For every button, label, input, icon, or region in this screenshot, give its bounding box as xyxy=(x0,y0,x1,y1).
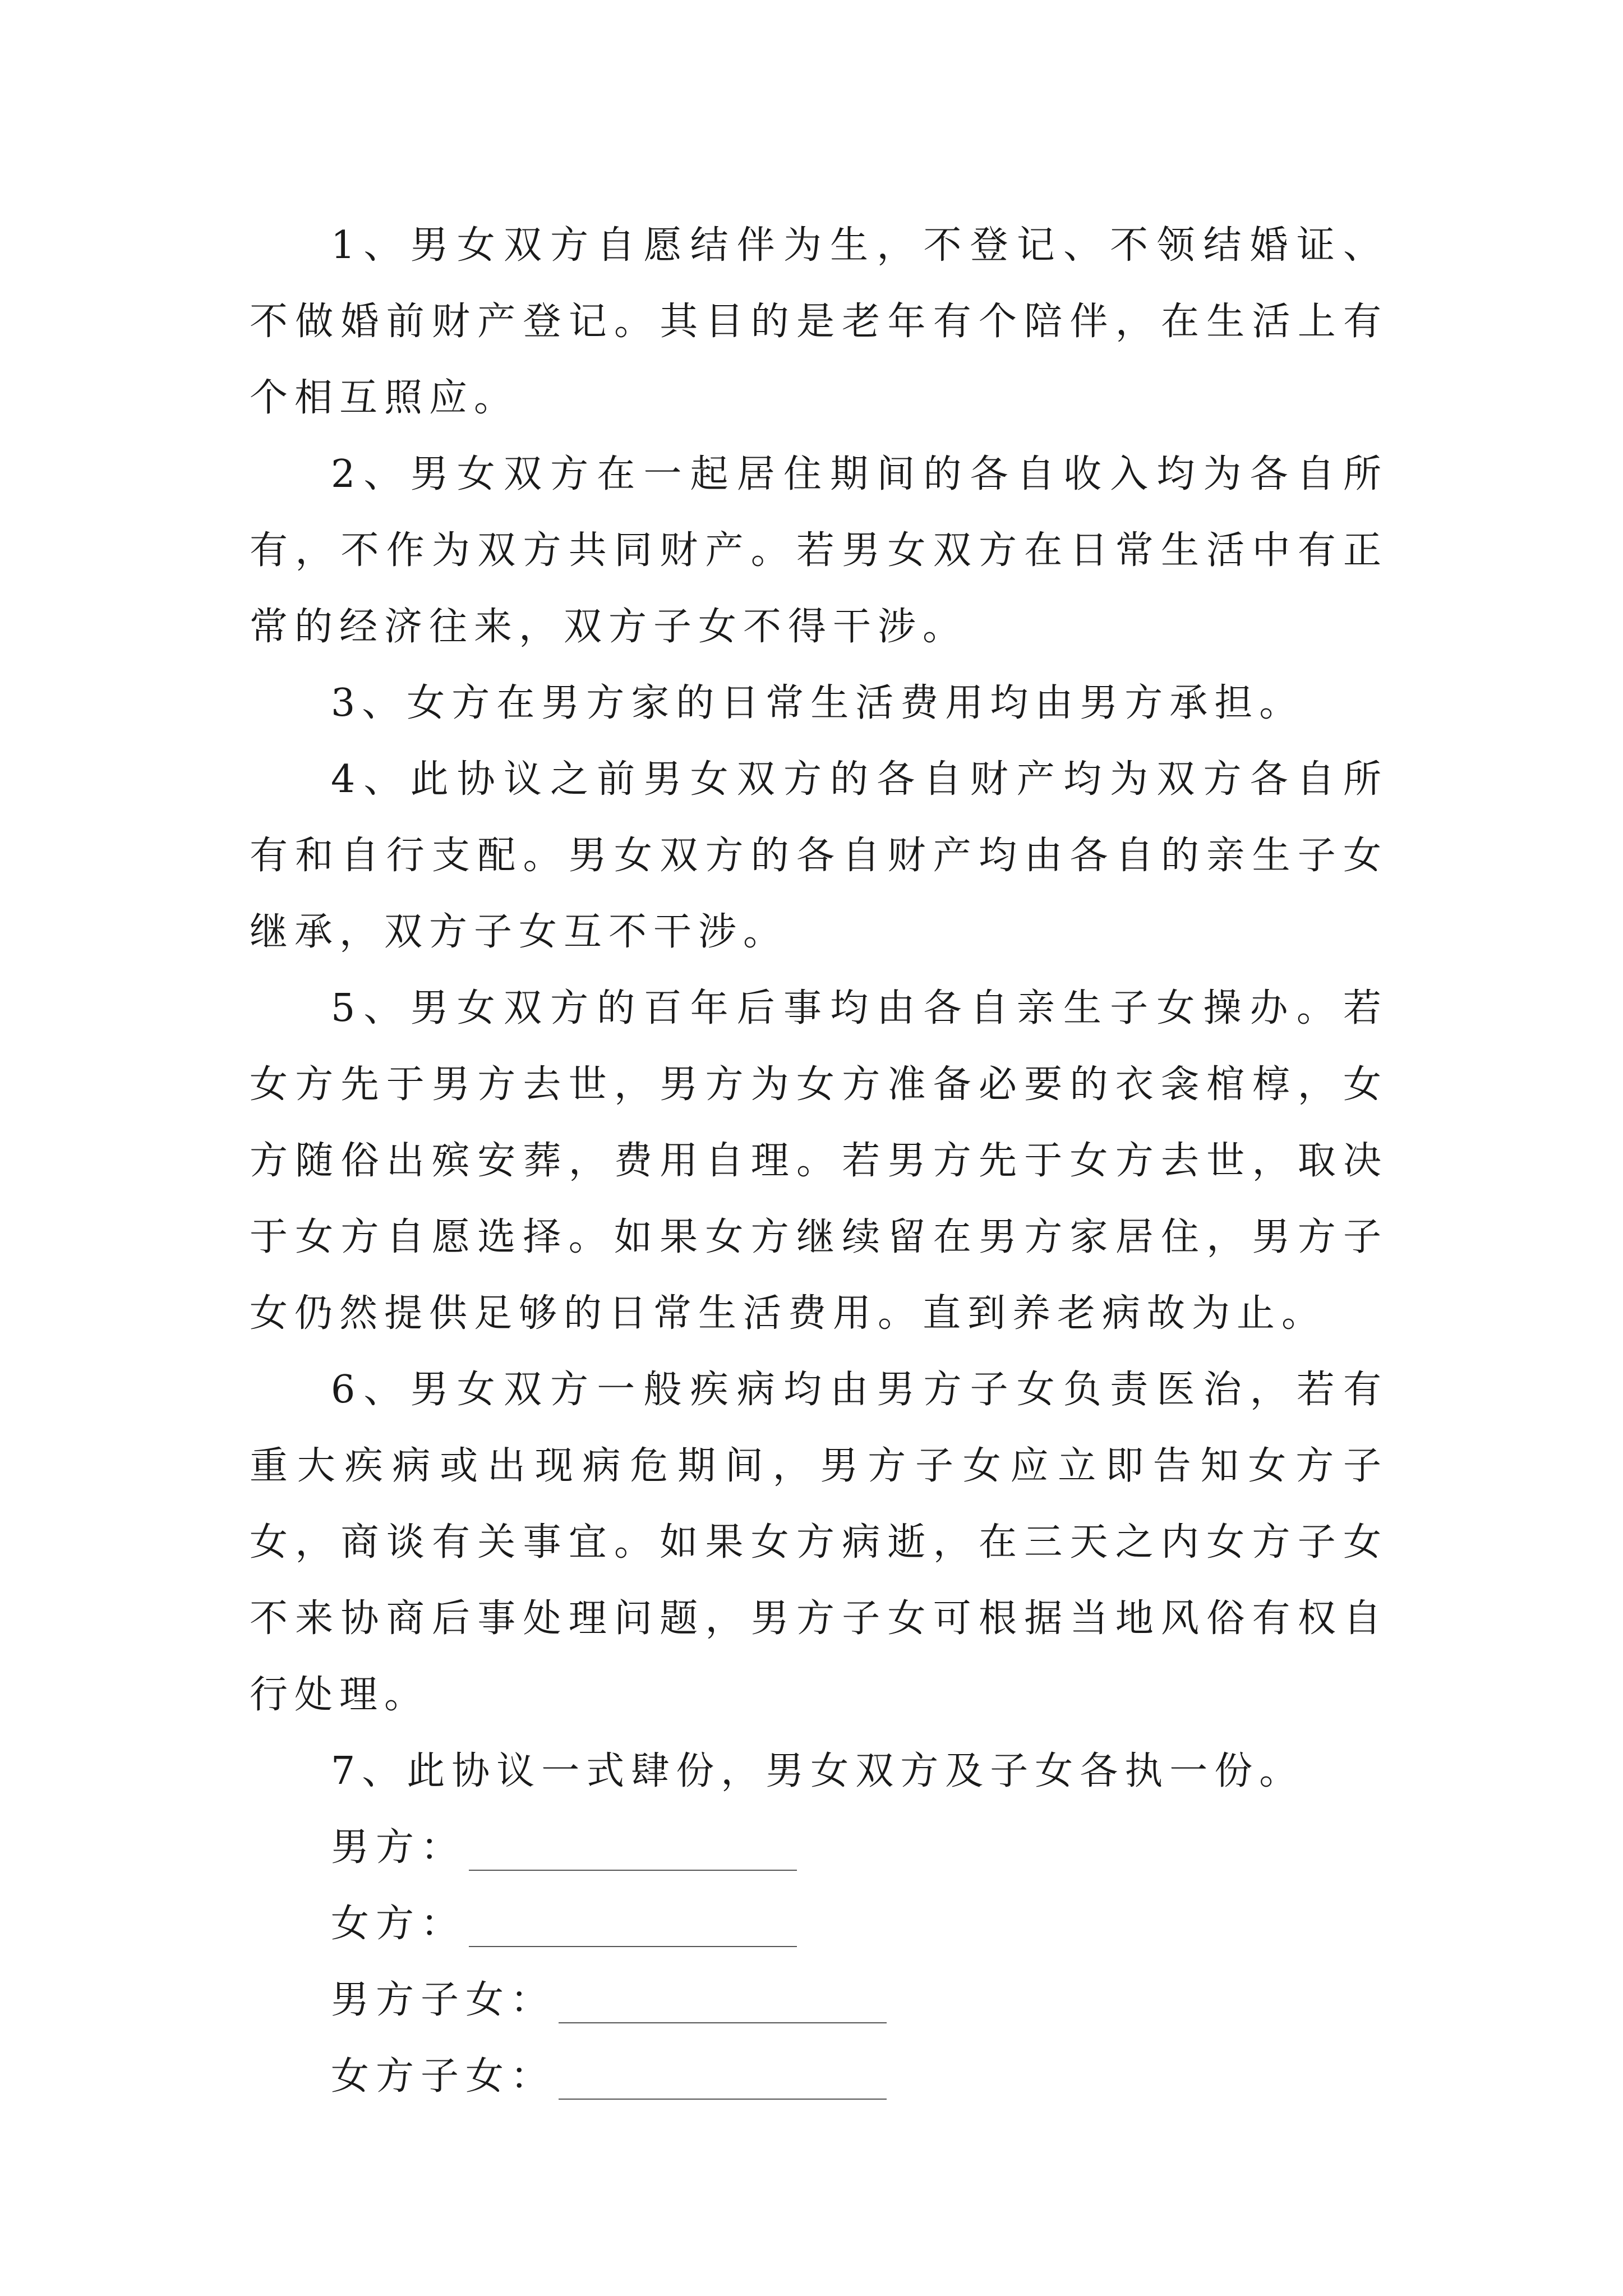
clause-3: 3、女方在男方家的日常生活费用均由男方承担。 xyxy=(331,681,1304,725)
signature-blank-female xyxy=(469,1901,797,1947)
signature-blank-female-children xyxy=(559,2054,887,2100)
signature-label-female: 女方： xyxy=(331,1902,466,1946)
clause-1: 1、男女双方自愿结伴为生，不登记、不领结婚证、不做婚前财产登记。其目的是老年有个陪伴，在生活上有个相互照应。 xyxy=(250,223,1388,420)
clause-7: 7、此协议一式肆份，男女双方及子女各执一份。 xyxy=(331,1749,1304,1793)
signature-line-female xyxy=(250,1886,1388,1962)
signature-label-female-children: 女方子女： xyxy=(331,2054,556,2099)
clause-2: 2、男女双方在一起居住期间的各自收入均为各自所有，不作为双方共同财产。若男女双方在日常生活中有正常的经济往来，双方子女不得干涉。 xyxy=(250,452,1388,649)
clause-5: 5、男女双方的百年后事均由各自亲生子女操办。若女方先于男方去世，男方为女方准备必要的衣衾棺椁，女方随俗出殡安葬，费用自理。若男方先于女方去世，取决于女方自愿选择。如果女方继续留在男方家居住，男方子女仍然提供足够的日常生活费用。直到养老病故为止。 xyxy=(250,986,1388,1336)
signature-label-male: 男方： xyxy=(331,1825,466,1870)
document-body xyxy=(250,208,1388,2115)
signature-line-male xyxy=(250,1810,1388,1886)
signature-blank-male xyxy=(469,1825,797,1871)
clause-6: 6、男女双方一般疾病均由男方子女负责医治，若有重大疾病或出现病危期间，男方子女应立即告知女方子女，商谈有关事宜。如果女方病逝，在三天之内女方子女不来协商后事处理问题，男方子女可根据当地风俗有权自行处理。 xyxy=(250,1368,1388,1717)
signature-blank-male-children xyxy=(559,1977,887,2023)
signature-line-male-children xyxy=(250,1962,1388,2039)
signature-line-female-children xyxy=(250,2039,1388,2115)
signature-label-male-children: 男方子女： xyxy=(331,1978,556,2022)
clause-4: 4、此协议之前男女双方的各自财产均为双方各自所有和自行支配。男女双方的各自财产均由各自的亲生子女继承，双方子女互不干涉。 xyxy=(250,757,1388,954)
